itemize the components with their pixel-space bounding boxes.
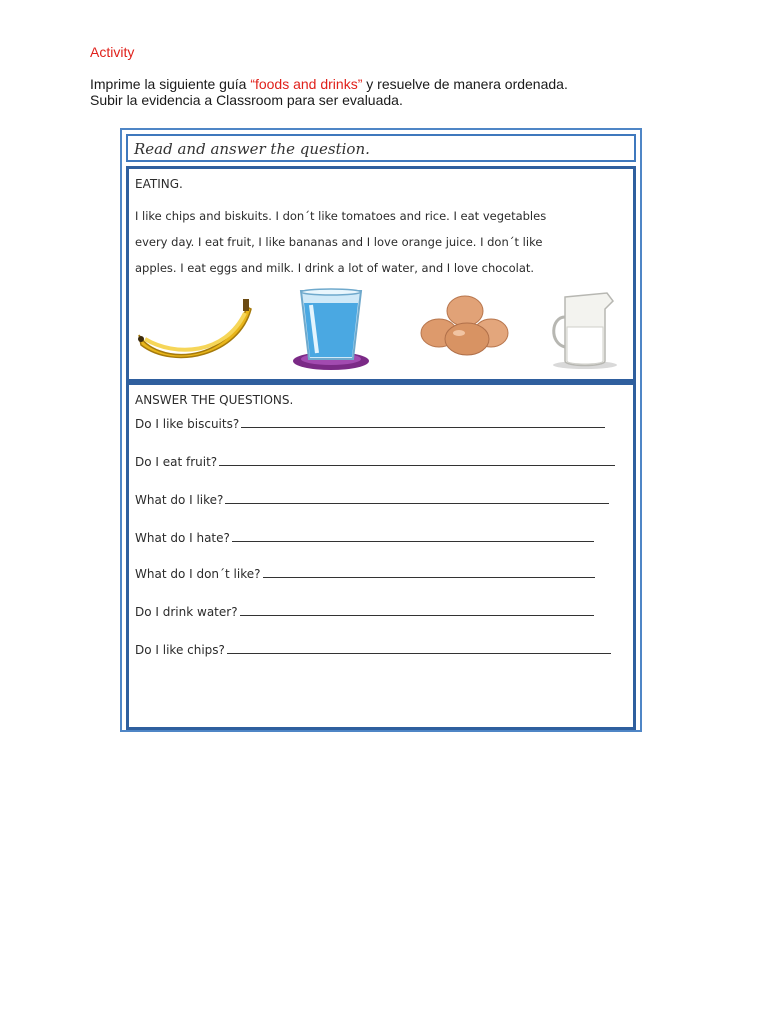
question-text: What do I like? bbox=[135, 493, 224, 507]
instruction-highlight: “foods and drinks” bbox=[250, 76, 363, 92]
passage-line: apples. I eat eggs and milk. I drink a lot of water, and I love chocolat. bbox=[135, 261, 535, 275]
instruction-part-2: y resuelve de manera ordenada. bbox=[362, 76, 568, 92]
question-row bbox=[135, 567, 595, 581]
section-heading: EATING. bbox=[135, 177, 183, 191]
worksheet-title: Read and answer the question. bbox=[126, 134, 636, 162]
question-text: What do I hate? bbox=[135, 531, 230, 545]
question-row bbox=[135, 643, 611, 657]
questions-section bbox=[126, 382, 636, 730]
instructions bbox=[90, 76, 568, 108]
question-text: Do I eat fruit? bbox=[135, 455, 218, 469]
answer-line[interactable] bbox=[225, 503, 609, 504]
question-text: Do I like chips? bbox=[135, 643, 225, 657]
question-row bbox=[135, 417, 605, 431]
answer-line[interactable] bbox=[241, 427, 605, 428]
reading-section bbox=[126, 166, 636, 382]
reading-passage bbox=[135, 203, 633, 281]
question-row bbox=[135, 493, 609, 507]
eggs-image bbox=[417, 293, 511, 359]
passage-line: every day. I eat fruit, I like bananas and I love orange juice. I don´t like bbox=[135, 235, 543, 249]
question-text: Do I drink water? bbox=[135, 605, 238, 619]
milk-jug-image bbox=[543, 287, 623, 371]
answer-line[interactable] bbox=[240, 615, 594, 616]
passage-line: I like chips and biskuits. I don´t like tomatoes and rice. I eat vegetables bbox=[135, 209, 547, 223]
banana-image bbox=[135, 297, 253, 367]
activity-label: Activity bbox=[90, 44, 135, 60]
question-row bbox=[135, 455, 615, 469]
question-text: Do I like biscuits? bbox=[135, 417, 240, 431]
answer-line[interactable] bbox=[232, 541, 594, 542]
worksheet bbox=[120, 128, 642, 732]
instruction-line-1 bbox=[90, 76, 568, 92]
answer-line[interactable] bbox=[219, 465, 615, 466]
answer-line[interactable] bbox=[263, 577, 595, 578]
question-row bbox=[135, 605, 594, 619]
question-text: What do I don´t like? bbox=[135, 567, 261, 581]
instruction-line-2: Subir la evidencia a Classroom para ser evaluada. bbox=[90, 92, 403, 108]
question-row bbox=[135, 531, 594, 545]
questions-heading: ANSWER THE QUESTIONS. bbox=[135, 393, 294, 407]
instruction-part-1: Imprime la siguiente guía bbox=[90, 76, 251, 92]
glass-of-water-image bbox=[289, 287, 373, 373]
answer-line[interactable] bbox=[227, 653, 611, 654]
